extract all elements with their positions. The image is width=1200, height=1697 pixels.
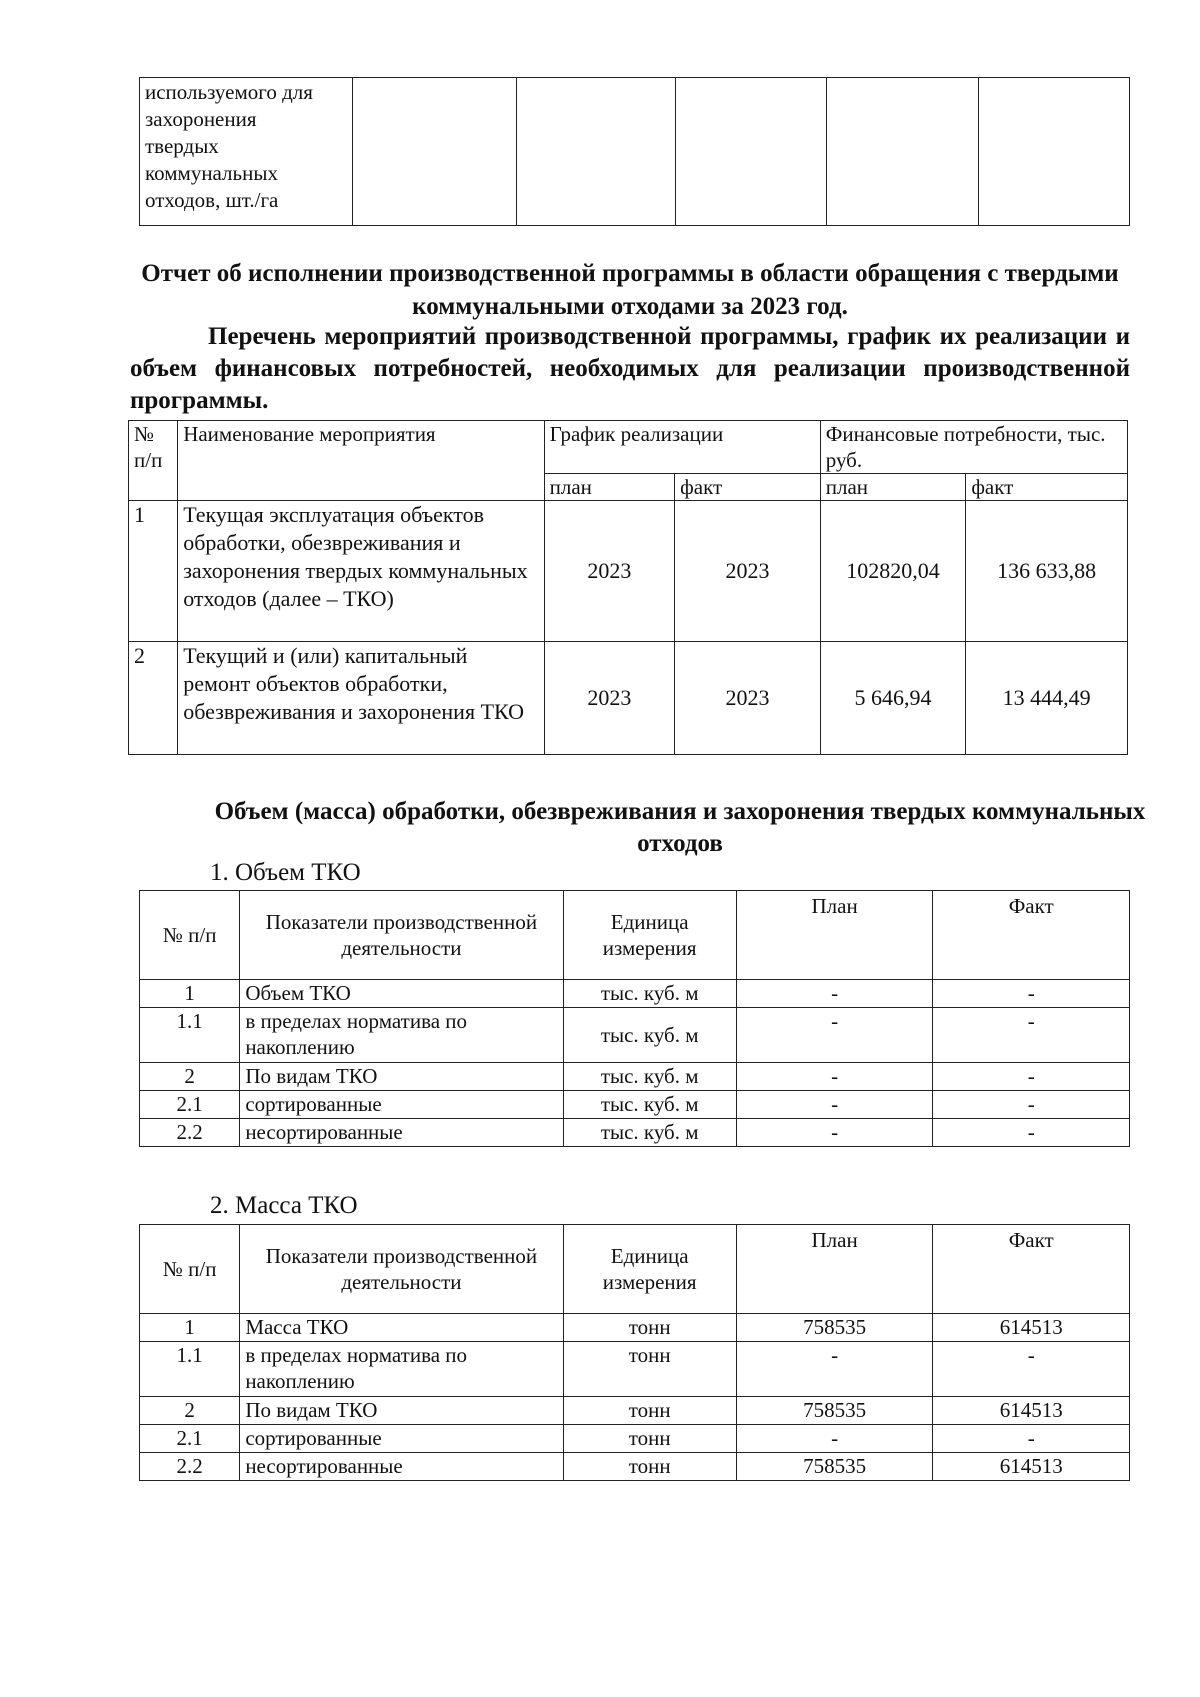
mass-table (139, 1224, 1130, 1481)
table-row (140, 1342, 1130, 1397)
header-indicator: Показатели производственной деятельности (240, 1225, 563, 1314)
row-unit: тыс. куб. м (563, 980, 736, 1008)
row-num: 2 (129, 642, 178, 755)
table-row (140, 1119, 1130, 1147)
table-row (140, 1425, 1130, 1453)
row-schedule-fact: 2023 (675, 642, 821, 755)
row-finance-plan: 5 646,94 (820, 642, 966, 755)
row-name: Текущий и (или) капитальный ремонт объектов обработки, обезвреживания и захоронения ТКО (178, 642, 544, 755)
row-name: По видам ТКО (240, 1063, 563, 1091)
row-plan: - (736, 1342, 933, 1397)
table-row (140, 78, 1130, 226)
row-unit: тыс. куб. м (563, 1008, 736, 1063)
measures-heading: Перечень мероприятий производственной программы, график их реализации и объем финансовых потребностей, необходимых для реализации производственной программы. (130, 323, 1130, 414)
header-plan: План (736, 1225, 933, 1314)
subheader-schedule-fact: факт (675, 474, 821, 501)
empty-cell (517, 78, 676, 226)
mass-subtitle: 2. Масса ТКО (210, 1192, 358, 1219)
table-row (140, 1397, 1130, 1425)
row-schedule-fact: 2023 (675, 501, 821, 642)
header-schedule: График реализации (544, 421, 820, 474)
row-fact: - (933, 1425, 1130, 1453)
row-name: несортированные (240, 1119, 563, 1147)
row-plan: - (736, 1119, 933, 1147)
row-num: 2 (140, 1397, 240, 1425)
table-row (129, 501, 1128, 642)
row-unit: тыс. куб. м (563, 1063, 736, 1091)
subheader-schedule-plan: план (544, 474, 675, 501)
volume-subtitle: 1. Объем ТКО (210, 859, 361, 886)
table-row (140, 1063, 1130, 1091)
row-unit: тонн (563, 1397, 736, 1425)
row-fact: 614513 (933, 1453, 1130, 1481)
header-unit: Единица измерения (563, 891, 736, 980)
row-unit: тонн (563, 1453, 736, 1481)
row-num: 1 (129, 501, 178, 642)
row-name: Текущая эксплуатация объектов обработки, обезвреживания и захоронения твердых коммунальных отходов (далее – ТКО) (178, 501, 544, 642)
subheader-finance-plan: план (820, 474, 966, 501)
row-fact: 614513 (933, 1397, 1130, 1425)
row-name: в пределах норматива по накоплению (240, 1008, 563, 1063)
header-num: № п/п (129, 421, 178, 501)
row-name: Масса ТКО (240, 1314, 563, 1342)
table-row (140, 980, 1130, 1008)
row-num: 1 (140, 980, 240, 1008)
empty-cell (827, 78, 978, 226)
row-finance-fact: 136 633,88 (966, 501, 1128, 642)
empty-cell (675, 78, 826, 226)
row-fact: - (933, 980, 1130, 1008)
row-finance-plan: 102820,04 (820, 501, 966, 642)
header-fact: Факт (933, 891, 1130, 980)
header-finance: Финансовые потребности, тыс. руб. (820, 421, 1127, 474)
row-schedule-plan: 2023 (544, 501, 675, 642)
row-fact: - (933, 1008, 1130, 1063)
row-plan: - (736, 1008, 933, 1063)
row-plan: 758535 (736, 1397, 933, 1425)
row-plan: 758535 (736, 1453, 933, 1481)
row-schedule-plan: 2023 (544, 642, 675, 755)
header-name: Наименование мероприятия (178, 421, 544, 501)
table-row (140, 1314, 1130, 1342)
header-indicator: Показатели производственной деятельности (240, 891, 563, 980)
volume-table (139, 890, 1130, 1147)
row-num: 2.1 (140, 1091, 240, 1119)
row-fact: - (933, 1063, 1130, 1091)
header-fact: Факт (933, 1225, 1130, 1314)
row-plan: - (736, 1063, 933, 1091)
subheader-finance-fact: факт (966, 474, 1128, 501)
text-line: захоронения (145, 107, 257, 131)
empty-cell (353, 78, 517, 226)
header-unit: Единица измерения (563, 1225, 736, 1314)
table-header-row (140, 1225, 1130, 1314)
measures-table (128, 420, 1128, 755)
empty-cell (978, 78, 1129, 226)
row-plan: - (736, 1091, 933, 1119)
continued-indicator-cell (140, 78, 353, 226)
row-plan: 758535 (736, 1314, 933, 1342)
row-fact: - (933, 1119, 1130, 1147)
row-num: 1.1 (140, 1342, 240, 1397)
row-unit: тыс. куб. м (563, 1091, 736, 1119)
table-row (140, 1453, 1130, 1481)
table-row (129, 642, 1128, 755)
row-num: 1 (140, 1314, 240, 1342)
row-unit: тонн (563, 1314, 736, 1342)
row-num: 2 (140, 1063, 240, 1091)
row-name: сортированные (240, 1091, 563, 1119)
row-unit: тонн (563, 1425, 736, 1453)
text-line: используемого для (145, 80, 313, 104)
text-line: отходов, шт./га (145, 188, 279, 212)
row-num: 2.2 (140, 1453, 240, 1481)
row-finance-fact: 13 444,49 (966, 642, 1128, 755)
text-line: твердых (145, 134, 219, 158)
row-num: 2.2 (140, 1119, 240, 1147)
text-line: коммунальных (145, 161, 278, 185)
continued-table (139, 77, 1130, 226)
row-fact: - (933, 1091, 1130, 1119)
header-num: № п/п (140, 1225, 240, 1314)
row-name: сортированные (240, 1425, 563, 1453)
volume-heading: Объем (масса) обработки, обезвреживания и захоронения твердых коммунальных отходов (214, 798, 1146, 857)
header-num: № п/п (140, 891, 240, 980)
row-name: несортированные (240, 1453, 563, 1481)
table-header-row (140, 891, 1130, 980)
row-fact: 614513 (933, 1314, 1130, 1342)
row-num: 2.1 (140, 1425, 240, 1453)
header-plan: План (736, 891, 933, 980)
table-row (140, 1091, 1130, 1119)
row-name: По видам ТКО (240, 1397, 563, 1425)
report-title: Отчет об исполнении производственной программы в области обращения с твердыми коммунальными отходами за 2023 год. (141, 260, 1119, 320)
row-unit: тонн (563, 1342, 736, 1397)
row-plan: - (736, 1425, 933, 1453)
row-name: в пределах норматива по накоплению (240, 1342, 563, 1397)
table-row (140, 1008, 1130, 1063)
row-num: 1.1 (140, 1008, 240, 1063)
row-unit: тыс. куб. м (563, 1119, 736, 1147)
row-fact: - (933, 1342, 1130, 1397)
row-plan: - (736, 980, 933, 1008)
table-header-row (129, 421, 1128, 474)
row-name: Объем ТКО (240, 980, 563, 1008)
